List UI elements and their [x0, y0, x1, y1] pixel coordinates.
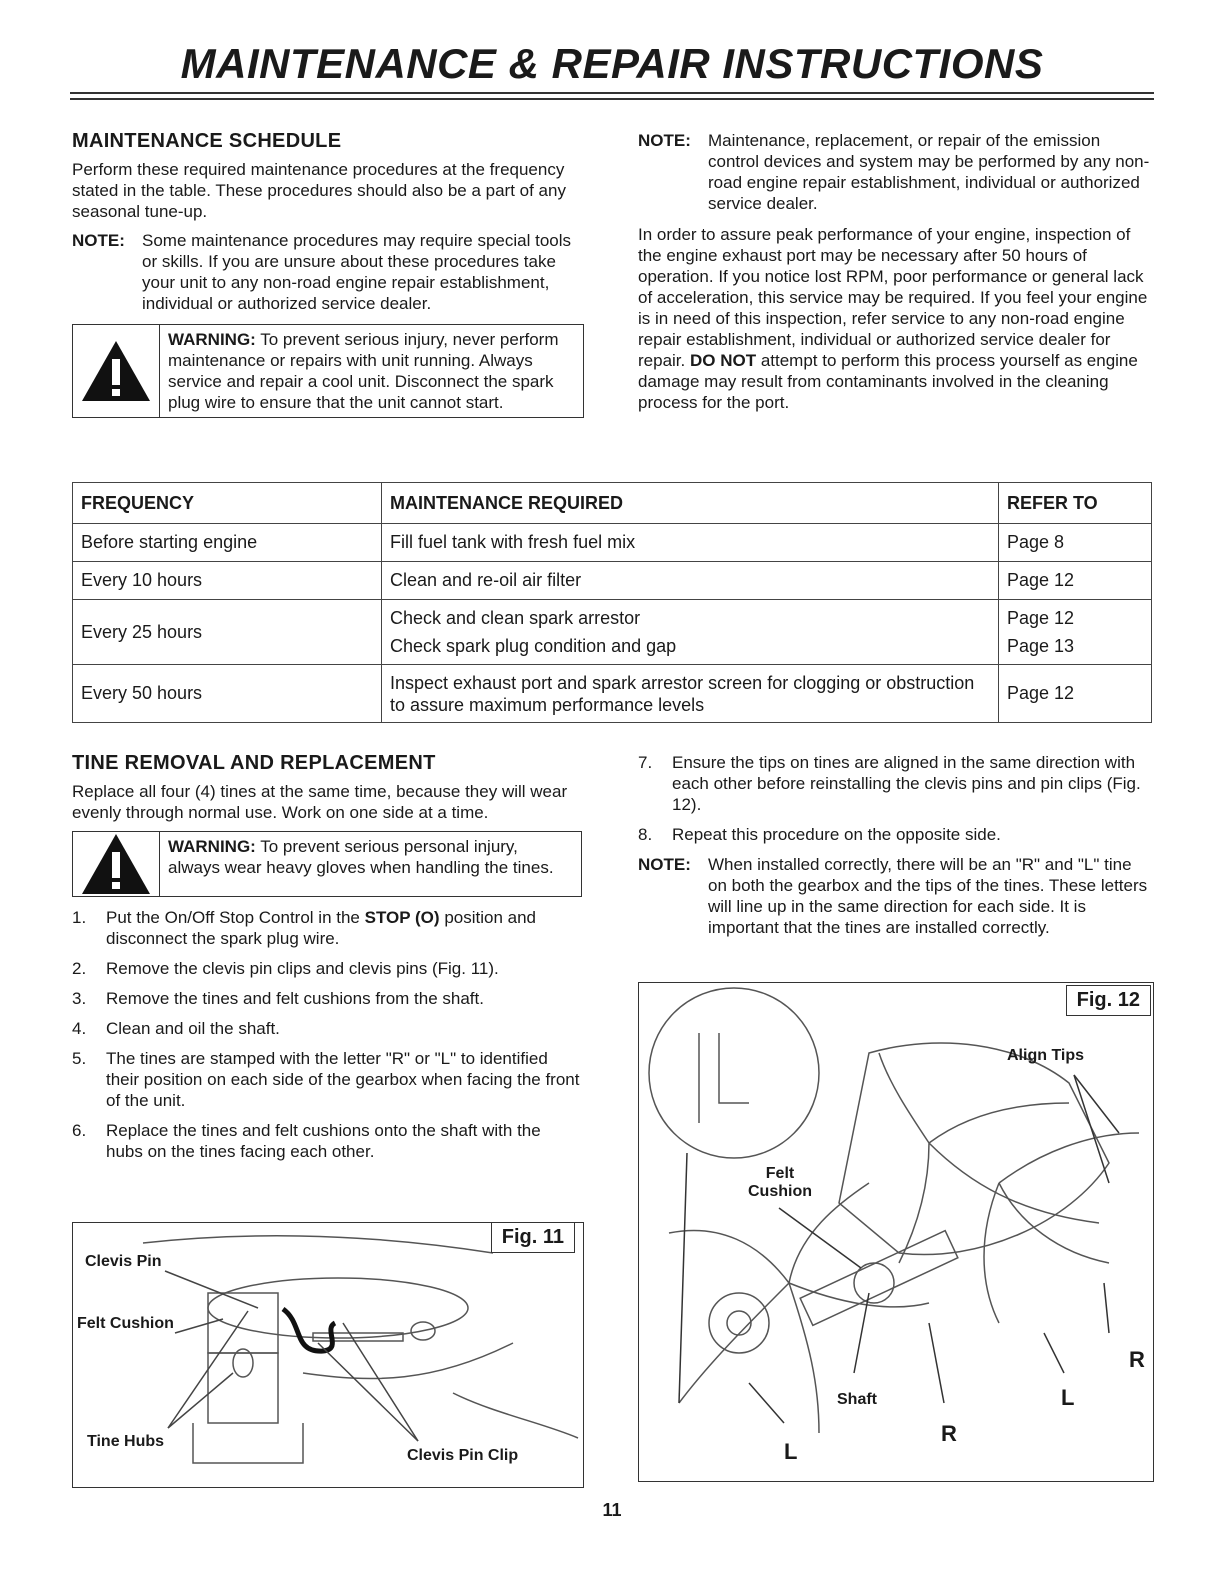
cell-task: Clean and re-oil air filter	[382, 562, 999, 600]
tine-warning-box	[72, 831, 582, 897]
title-rule-top	[70, 92, 1154, 94]
figure-11	[72, 1222, 584, 1488]
warning-triangle-icon	[73, 325, 160, 417]
note-text: Maintenance, replacement, or repair of the emission control devices and system may be performed by any non-road engine repair establishment, individual or authorized service dealer.	[708, 131, 1150, 213]
list-item	[72, 958, 582, 979]
warning-text	[160, 325, 583, 417]
warning-label: WARNING:	[168, 330, 256, 349]
tine-note	[638, 854, 1150, 938]
note-label: NOTE:	[72, 231, 125, 250]
exhaust-paragraph-part1: In order to assure peak performance of your engine, inspection of the engine exhaust port may be necessary after 50 hours of operation. If you notice lost RPM, poor performance or general lack of acceleration, this service may be required. If you feel your engine is in need of this inspection, refer service to any non-road engine repair establishment, individual or authorized service dealer for repair.	[638, 225, 1148, 370]
cell-task: Check spark plug condition and gap	[390, 636, 677, 656]
cell-frequency: Every 25 hours	[73, 600, 382, 665]
step-text: Repeat this procedure on the opposite side.	[672, 825, 1001, 844]
header-refer: REFER TO	[999, 483, 1152, 524]
cell-ref: Page 12	[999, 665, 1152, 723]
table-row	[73, 524, 1152, 562]
do-not-text: DO NOT	[689, 351, 757, 370]
tine-steps-right	[638, 752, 1150, 845]
tine-r-callout: R	[1129, 1347, 1145, 1372]
step-number: 4.	[72, 1019, 87, 1038]
schedule-note	[72, 230, 584, 314]
step-text: The tines are stamped with the letter "R" or "L" to identified their position on each side of the gearbox when facing the front of the unit.	[106, 1049, 580, 1110]
tine-hubs-callout: Tine Hubs	[87, 1433, 165, 1450]
cell-ref: Page 12	[999, 562, 1152, 600]
cell-task: Fill fuel tank with fresh fuel mix	[382, 524, 999, 562]
cell-task: Check and clean spark arrestor	[390, 608, 641, 628]
figure-11-label: Fig. 11	[491, 1222, 575, 1253]
tine-r-callout: R	[941, 1421, 957, 1446]
cell-ref: Page 12	[1007, 608, 1075, 628]
exhaust-paragraph	[638, 224, 1152, 413]
align-tips-callout: Align Tips	[1007, 1047, 1085, 1064]
list-item	[72, 907, 582, 949]
page-title: MAINTENANCE & REPAIR INSTRUCTIONS	[180, 40, 1044, 87]
warning-box	[72, 324, 584, 418]
step-number: 8.	[638, 825, 653, 844]
note-text: Some maintenance procedures may require special tools or skills. If you are unsure about these procedures take your unit to any non-road engine repair establishment, individual or authorized service dealer.	[142, 231, 572, 313]
cell-task: Inspect exhaust port and spark arrestor screen for clogging or obstruction to assure maximum performance levels	[382, 665, 999, 723]
step-number: 6.	[72, 1121, 87, 1140]
tine-l-callout: L	[1061, 1385, 1075, 1410]
maintenance-schedule-heading: MAINTENANCE SCHEDULE	[72, 130, 342, 152]
step-text: Ensure the tips on tines are aligned in the same direction with each other before reinstalling the clevis pins and pin clips (Fig. 12).	[672, 753, 1141, 814]
tine-l-callout: L	[784, 1439, 798, 1464]
step-text: Replace the tines and felt cushions onto the shaft with the hubs on the tines facing each other.	[106, 1121, 541, 1161]
figure-12	[638, 982, 1154, 1482]
schedule-intro: Perform these required maintenance procedures at the frequency stated in the table. These procedures should also be a part of any seasonal tune-up.	[72, 160, 566, 221]
tine-heading: TINE REMOVAL AND REPLACEMENT	[72, 752, 436, 774]
cell-frequency: Before starting engine	[73, 524, 382, 562]
step-number: 3.	[72, 989, 87, 1008]
tine-section	[72, 752, 582, 1171]
felt-cushion-callout: Felt Cushion	[77, 1315, 174, 1332]
cell-ref: Page 13	[1007, 636, 1075, 656]
step-text: Remove the clevis pin clips and clevis pins (Fig. 11).	[106, 959, 499, 978]
step-number: 5.	[72, 1049, 87, 1068]
felt-cushion-callout: Felt Cushion	[748, 1165, 812, 1200]
table-row	[73, 665, 1152, 723]
cell-refs	[999, 600, 1152, 665]
cell-frequency: Every 10 hours	[73, 562, 382, 600]
list-item	[638, 824, 1150, 845]
figure-12-label: Fig. 12	[1066, 985, 1151, 1016]
list-item	[72, 1120, 582, 1162]
cell-frequency: Every 50 hours	[73, 665, 382, 723]
clevis-pin-callout: Clevis Pin	[85, 1253, 162, 1270]
tine-steps	[72, 907, 582, 1162]
list-item	[72, 988, 582, 1009]
warning-body: To prevent serious personal injury, always wear heavy gloves when handling the tines.	[168, 837, 554, 877]
step-text-bold: STOP (O)	[364, 908, 440, 927]
warning-text	[160, 832, 581, 896]
table-header-row	[73, 483, 1152, 524]
note-text: When installed correctly, there will be an "R" and "L" tine on both the gearbox and the tips of the tines. These letters will line up in the same direction for each side. It is important that the tines are installed correctly.	[708, 855, 1148, 937]
header-maintenance: MAINTENANCE REQUIRED	[382, 483, 999, 524]
tine-section-right	[638, 752, 1150, 948]
warning-body: To prevent serious injury, never perform maintenance or repairs with unit running. Always service and repair a cool unit. Disconnect the spark plug wire to ensure that the unit cannot start.	[168, 330, 559, 412]
emission-section	[638, 130, 1152, 421]
table-row	[73, 562, 1152, 600]
step-text-pre: Put the On/Off Stop Control in the	[106, 908, 360, 927]
step-text: Remove the tines and felt cushions from the shaft.	[106, 989, 484, 1008]
step-text-post: position and disconnect the spark plug wire.	[106, 908, 536, 948]
maintenance-schedule-section	[72, 130, 584, 418]
cell-tasks	[382, 600, 999, 665]
step-text	[106, 907, 582, 949]
warning-triangle-icon	[73, 832, 160, 896]
warning-label: WARNING:	[168, 837, 256, 856]
table-row	[73, 600, 1152, 665]
cell-ref: Page 8	[999, 524, 1152, 562]
exhaust-paragraph-part2: attempt to perform this process yourself as engine damage may result from contaminants involved in the cleaning process for the port.	[638, 351, 1138, 412]
step-text: Clean and oil the shaft.	[106, 1019, 280, 1038]
step-number: 1.	[72, 908, 87, 927]
maintenance-table	[72, 482, 1152, 723]
note-label: NOTE:	[638, 131, 691, 150]
tine-intro: Replace all four (4) tines at the same time, because they will wear evenly through normal use. Work on one side at a time.	[72, 782, 568, 822]
emission-note	[638, 130, 1152, 214]
clevis-pin-clip-callout: Clevis Pin Clip	[407, 1447, 519, 1464]
step-number: 2.	[72, 959, 87, 978]
step-number: 7.	[638, 753, 653, 772]
list-item	[72, 1018, 582, 1039]
shaft-callout: Shaft	[837, 1391, 877, 1408]
header-frequency: FREQUENCY	[73, 483, 382, 524]
list-item	[638, 752, 1150, 815]
list-item	[72, 1048, 582, 1111]
title-rule-bottom	[70, 98, 1154, 100]
note-label: NOTE:	[638, 855, 691, 874]
page-number: 11	[602, 1500, 622, 1520]
